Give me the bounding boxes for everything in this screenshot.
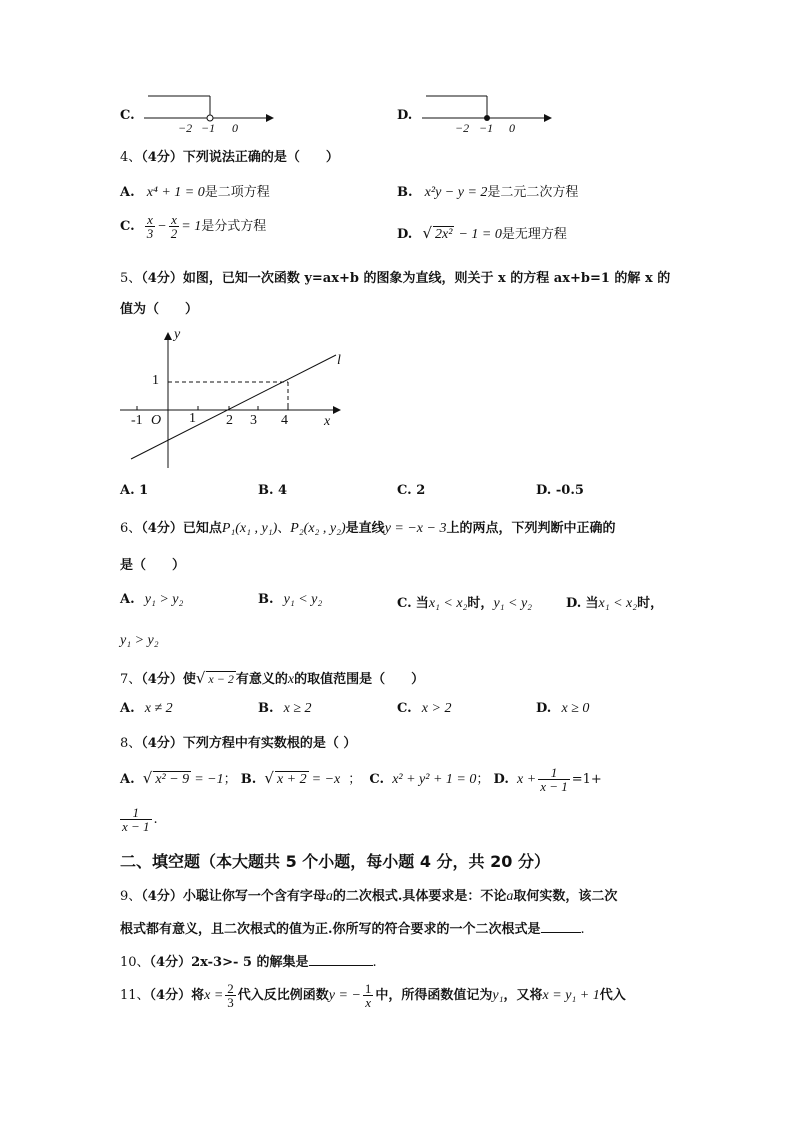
q6-c-label: C. [397,596,412,611]
q3-option-d-label: D. [397,108,413,123]
q6-p1: P₁(x₁ , y₁) [221,521,278,536]
q4-d-root: 2x² [435,227,453,242]
q9-line1 [120,885,617,905]
graph-x-label: x [324,414,331,429]
q4-option-d [397,223,567,243]
q11-stem-c: 中，所得函数值记为 [375,988,493,1003]
q5-graph [118,326,348,471]
q10-stem-text: 2x-3>- 5 的解集是 [191,955,309,970]
q8-stem [120,732,356,751]
q8-stem-text: 下列方程中有实数根的是（ ） [182,736,357,751]
q5-a-value: 1 [139,483,149,498]
q8-a-tail: = −1 [194,772,224,787]
q4-option-b [397,181,578,201]
q9-points: （4分） [141,889,183,904]
q5-stem-line1 [120,267,670,286]
q4-d-label: D. [397,227,413,242]
q4-c-label: C. [120,219,135,234]
q9-line2-text: 根式都有意义，且二次根式的值为正.你所写的符合要求的一个二次根式是 [120,922,541,937]
graph-x-tick-4: 4 [281,413,288,428]
q11-inv-num: 1 [364,981,372,996]
q7-stem-c: 的取值范围是（ ） [294,672,425,687]
q6-d-pre: 当 [585,596,599,611]
q8-d-frac [538,766,570,793]
q6-line-eq: y = −x − 3 [384,521,447,536]
q5-c-value: 2 [416,483,426,498]
q8-cont-num: 1 [120,806,152,820]
q6-d-label: D. [566,596,582,611]
q9-answer-blank[interactable] [541,932,581,933]
q6-stem-line1 [120,517,615,537]
q5-option-b [258,483,287,498]
q9-line1-a: 小聪让你写一个含有字母 [182,889,326,904]
q11-y1: y₁ [492,988,504,1003]
q11-y-eq: y = − [328,988,361,1003]
q5-option-d [536,483,584,498]
q4-stem-text: 下列说法正确的是（ ） [182,150,339,165]
q5-c-label: C. [397,483,412,498]
q8-cont-frac [120,806,152,833]
q8-b-label: B. [240,772,257,787]
q4-stem [120,146,339,165]
q11-stem [120,982,626,1009]
q8-d-tail: =1+ [571,772,602,787]
q7-option-a [120,701,173,717]
q5-d-value: -0.5 [555,483,584,498]
q7-option-d [536,701,589,717]
q8-b-tail: = −x [311,772,341,787]
q4-c-minus: − [157,219,167,234]
radical-icon: √ [142,769,153,787]
q4-c-frac2-num: x [169,213,180,227]
q10-answer-blank[interactable] [309,965,373,966]
q6-a-label: A. [120,592,135,607]
q8-d-den: x − 1 [540,779,568,794]
q11-number: 11、 [120,988,150,1003]
q6-option-a [120,592,183,608]
q7-stem-a: 使 [182,672,196,687]
q6-option-d [566,592,663,612]
q8-a-root: x² − 9 [155,772,190,787]
q11-stem-e: 代入 [599,988,626,1003]
q11-inv-frac [363,982,374,1009]
q3-c-tick-neg1: −1 [201,121,216,135]
q6-stem-c: 上的两点，下列判断中正确的 [446,521,616,536]
q4-c-frac1 [145,213,156,240]
q3-d-tick-neg1: −1 [479,121,494,135]
y-axis-arrow-icon [164,332,172,340]
q11-frac [225,982,236,1009]
q3-c-tick-0: 0 [232,121,238,135]
q5-b-label: B. [258,483,274,498]
q7-b-value: x ≥ 2 [283,701,312,716]
q7-b-label: B. [258,701,274,716]
q4-points: （4分） [141,150,183,165]
q6-b-math: y₁ < y₂ [283,592,323,607]
q5-option-a [120,483,148,498]
q7-a-value: x ≠ 2 [144,701,173,716]
q4-c-frac1-num: x [145,213,156,227]
q4-b-math: x²y − y = 2 [424,185,488,200]
q4-b-text: 是二元二次方程 [487,185,579,200]
q3-option-c-label: C. [120,108,135,123]
q8-d-pre: x + [517,772,537,787]
q4-c-frac2 [169,213,180,240]
q6-c-cond: x₁ < x₂ [428,596,468,611]
q8-points: （4分） [141,736,183,751]
q7-var: x [287,672,295,687]
q9-line1-c: 取何实数，该二次 [513,889,618,904]
q5-a-label: A. [120,483,135,498]
x-axis-arrow-icon [333,406,341,414]
q8-b-root: x + 2 [276,772,307,787]
q10-points: （4分） [149,955,192,970]
q10-end: . [372,955,377,970]
q5-stem-line2: 值为（ ） [120,302,199,317]
graph-x-tick-3: 3 [250,413,257,428]
q11-x-eq: x = [204,988,224,1003]
q6-number: 6、 [120,521,142,536]
q3-d-tick-0: 0 [509,121,515,135]
q6-b-label: B. [258,592,274,607]
q8-a-label: A. [120,772,135,787]
q7-points: （4分） [141,672,183,687]
q5-points: （4分） [141,271,183,286]
q4-c-frac2-den: 2 [170,226,178,241]
q7-number: 7、 [120,672,142,687]
q9-number: 9、 [120,889,142,904]
q11-stem-d: ，又将 [503,988,543,1003]
q11-frac-num: 2 [227,981,234,996]
q4-a-label: A. [120,185,135,200]
q8-d-num: 1 [538,766,570,780]
q10-number: 10、 [120,955,150,970]
q4-a-math: x⁴ + 1 = 0 [146,185,205,200]
q3-c-tick-neg2: −2 [178,121,193,135]
radical-icon: √ [264,769,274,787]
q11-x2: x = y₁ + 1 [542,988,600,1003]
q9-var-b: a [506,889,514,904]
q6-p2: P₂(x₂ , y₂) [290,521,346,536]
q9-line2 [120,918,585,937]
q5-b-value: 4 [278,483,288,498]
q6-a-math: y₁ > y₂ [144,592,184,607]
graph-x-tick-1: 1 [189,411,196,426]
q9-end: . [580,922,585,937]
q4-c-text: 是分式方程 [201,219,267,234]
q7-d-label: D. [536,701,552,716]
q8-options-line [120,766,602,793]
graph-x-tick-neg1: -1 [131,413,143,428]
q8-semi-a: ； [223,772,237,787]
radical-icon: √ [195,669,206,687]
graph-y-label: y [174,327,181,342]
q8-d-continuation [120,806,158,833]
q7-root: x − 2 [208,672,234,686]
q8-c-math: x² + y² + 1 = 0 [392,772,477,787]
q7-stem [120,668,424,688]
q9-line1-b: 的二次根式.具体要求是：不论 [332,889,507,904]
section-2-heading: 二、填空题（本大题共 5 个小题，每小题 4 分，共 20 分） [120,852,550,871]
q10-stem [120,951,377,970]
q7-c-label: C. [397,701,412,716]
q6-stem-line2: 是（ ） [120,558,186,573]
q8-semi-c: ； [476,772,490,787]
q5-number: 5、 [120,271,142,286]
q7-d-value: x ≥ 0 [561,701,590,716]
q11-inv-den: x [365,995,372,1010]
q6-option-c [397,592,532,612]
q6-d-cond: x₁ < x₂ [598,596,638,611]
q4-b-label: B. [397,185,413,200]
graph-origin-label: O [151,413,162,428]
q3-d-tick-neg2: −2 [455,121,470,135]
line-l [131,355,336,459]
q4-c-eq: = 1 [181,219,202,234]
q6-sep: 、 [277,521,291,536]
q8-number: 8、 [120,736,142,751]
q6-d-mid: 时， [637,596,664,611]
q7-option-b [258,701,312,717]
q11-frac-den: 3 [227,995,234,1010]
q8-c-label: C. [369,772,385,787]
q6-stem-a: 已知点 [182,521,222,536]
q8-d-label: D. [493,772,509,787]
q6-c-mid: 时， [467,596,494,611]
q4-a-text: 是二项方程 [204,185,270,200]
q11-stem-b: 代入反比例函数 [237,988,329,1003]
q6-c-pre: 当 [415,596,429,611]
graph-line-label: l [337,353,341,368]
q8-cont-end: . [153,812,158,827]
graph-x-tick-2: 2 [226,413,233,428]
q6-points: （4分） [141,521,183,536]
q7-option-c [397,701,451,717]
q4-option-c [120,213,266,240]
q6-option-b [258,592,322,608]
radical-icon: √ [422,224,433,242]
q4-number: 4、 [120,150,142,165]
q8-semi-b: ； [348,772,362,787]
q11-stem-a: 将 [191,988,205,1003]
q4-c-frac1-den: 3 [146,226,154,241]
graph-y-tick-1: 1 [152,373,159,388]
q7-a-label: A. [120,701,135,716]
q5-option-c [397,483,425,498]
q8-cont-den: x − 1 [122,819,150,834]
q5-d-label: D. [536,483,552,498]
q4-d-text: 是无理方程 [501,227,567,242]
q6-c-res: y₁ < y₂ [493,596,533,611]
q9-var-a: a [325,889,333,904]
q7-c-value: x > 2 [421,701,452,716]
q11-points: （4分） [149,988,192,1003]
q6-d-result: y₁ > y₂ [120,633,159,648]
q4-option-a [120,181,270,201]
q6-stem-b: 是直线 [345,521,385,536]
q5-stem-text: 如图，已知一次函数 y=ax+b 的图象为直线，则关于 x 的方程 ax+b=1 的解 x 的 [182,271,671,286]
q7-stem-b: 有意义的 [235,672,288,687]
q4-d-tail: − 1 = 0 [458,227,502,242]
